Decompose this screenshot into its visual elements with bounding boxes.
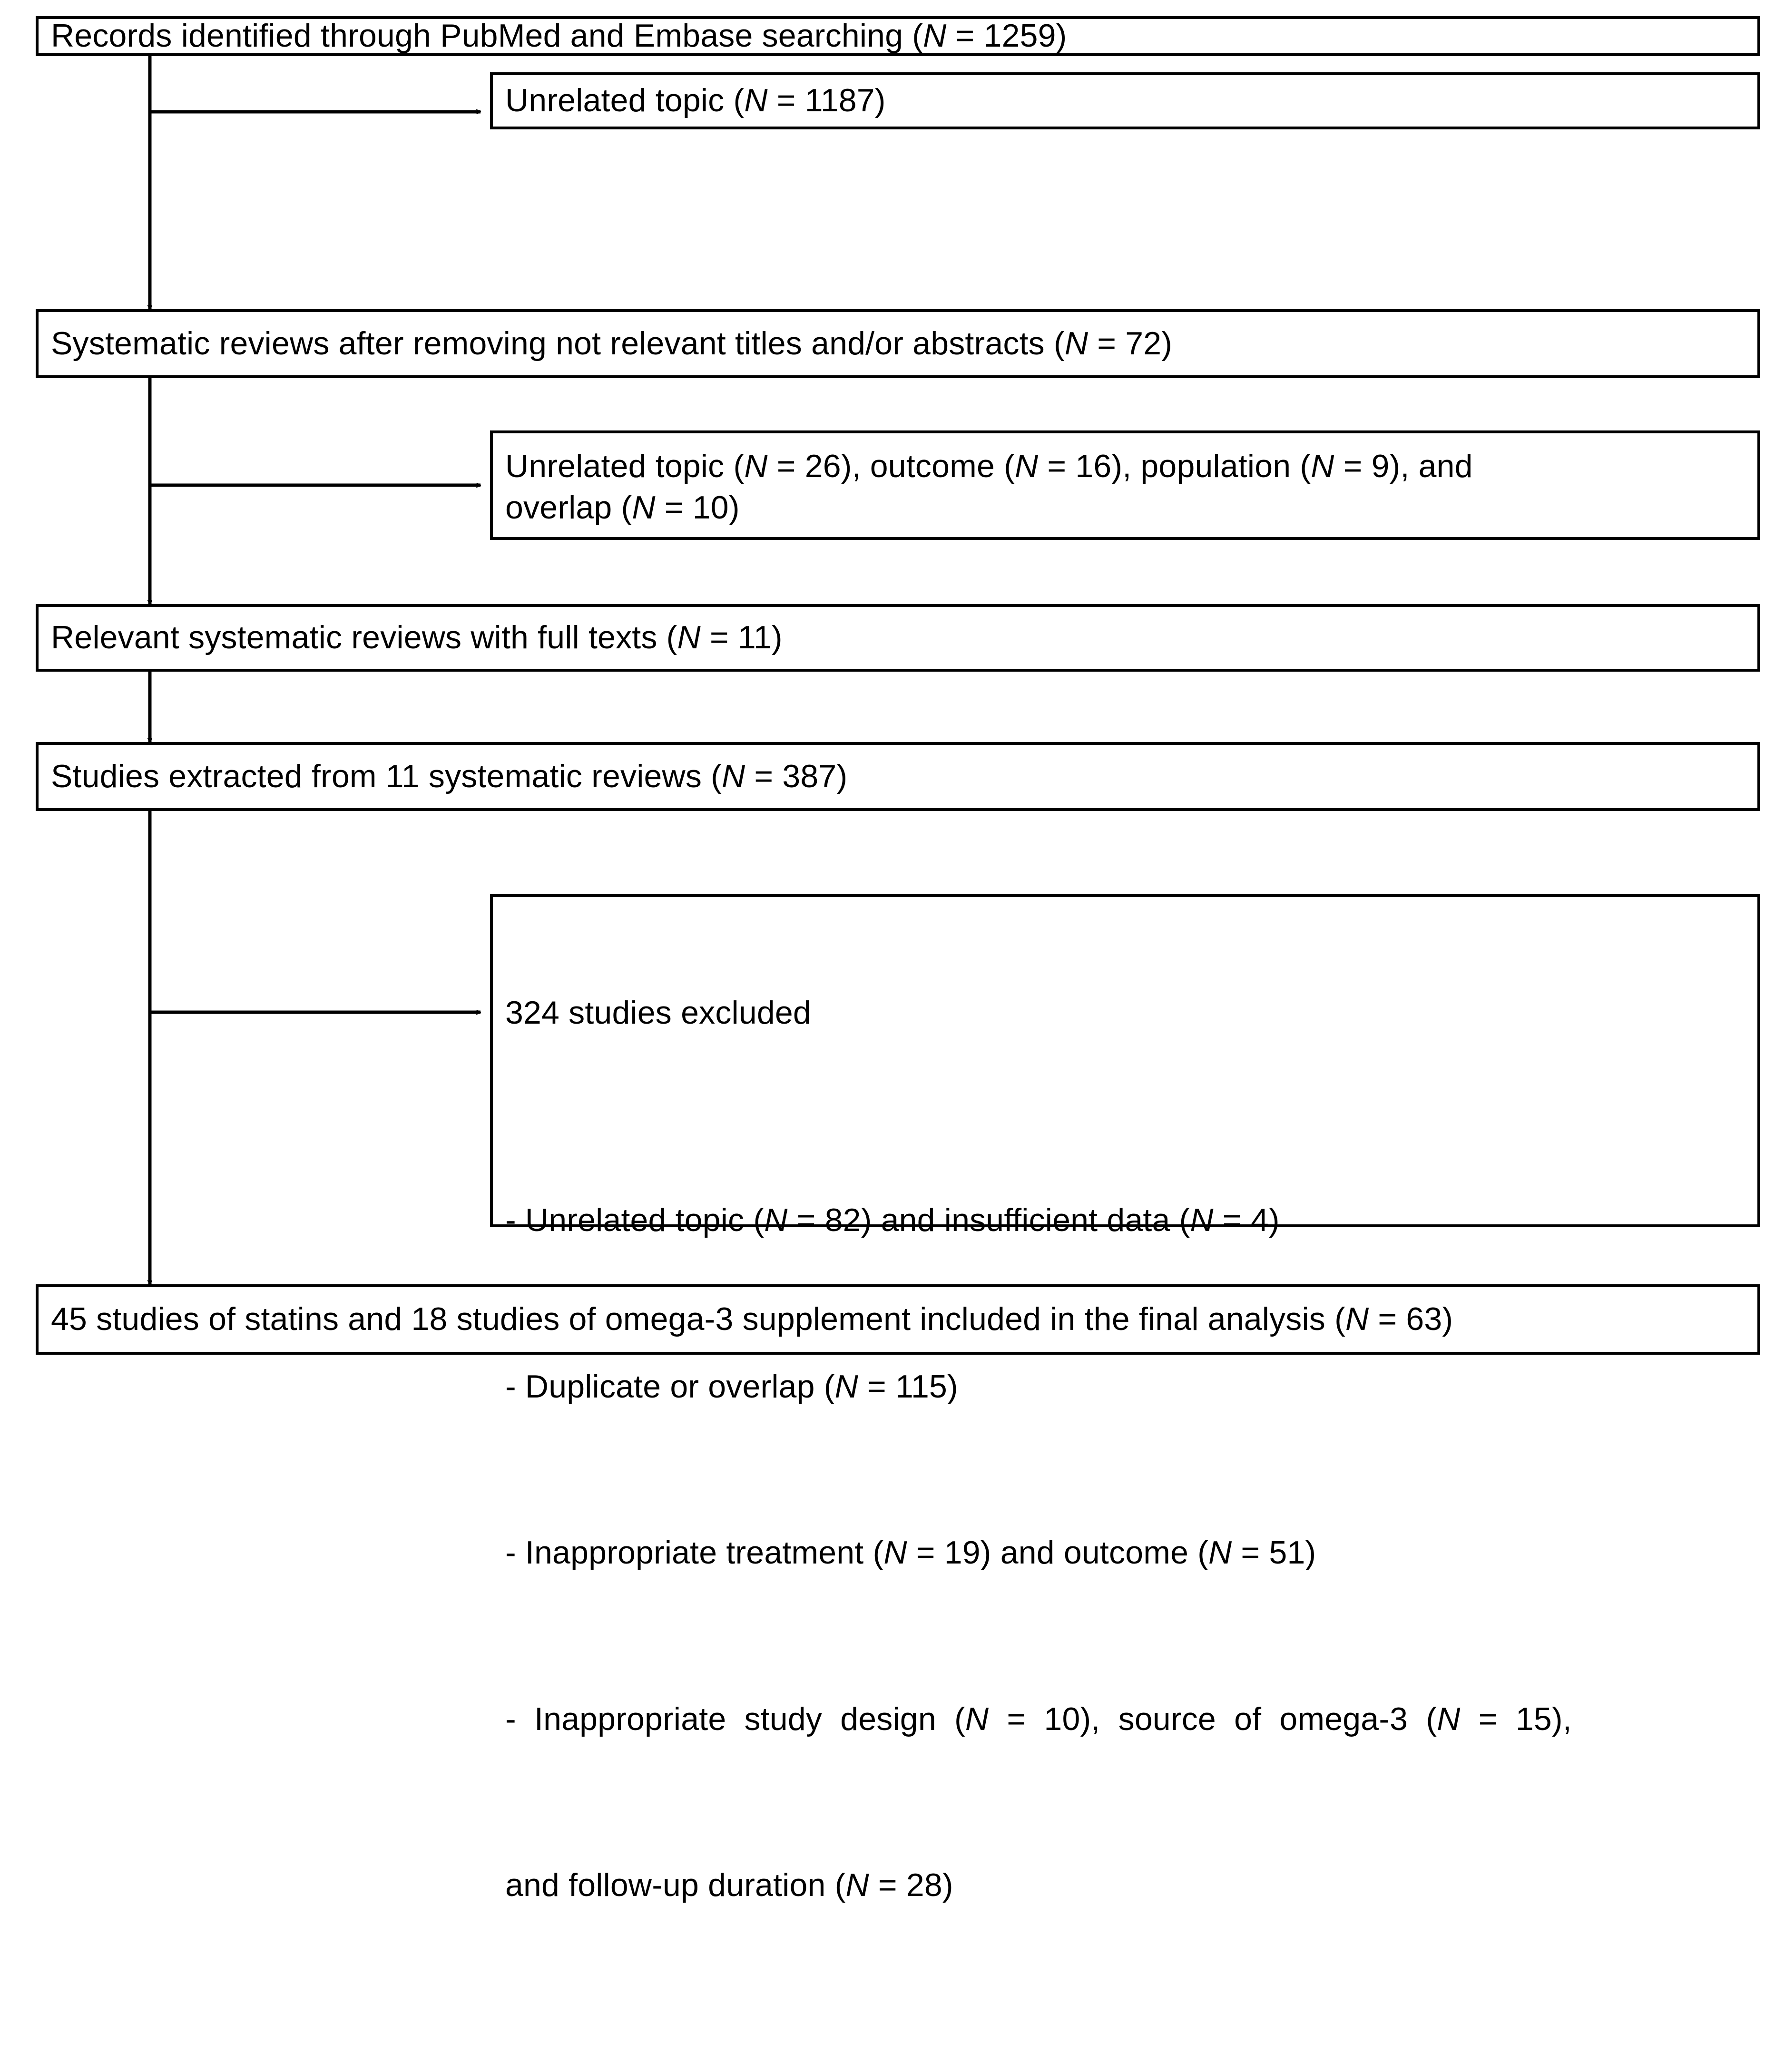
box-studies-excluded-body [493, 897, 1757, 2072]
box-final-included-studies [36, 1284, 1760, 1355]
box-studies-extracted-text: Studies extracted from 11 systematic reviews (N = 387) [51, 758, 848, 794]
n-symbol: N [1345, 1301, 1369, 1338]
n-symbol: N [744, 448, 768, 484]
n-symbol: N [1208, 1534, 1232, 1571]
studies-excluded-reason-list [505, 1116, 1745, 1989]
n-symbol: N [1014, 448, 1039, 484]
n-symbol: N [883, 1534, 907, 1571]
n-symbol: N [845, 1867, 869, 1904]
box-systematic-reviews-after-screening [36, 309, 1760, 378]
connector-extracted-to-final [150, 811, 481, 1284]
list-item: - Inappropriate study design (N = 10), source of omega-3 (N = 15), [505, 1701, 1572, 1737]
n-symbol: N [965, 1701, 989, 1737]
list-item: - Inappropriate treatment (N = 19) and outcome (N = 51) [505, 1534, 1316, 1571]
n-symbol: N [1437, 1701, 1461, 1737]
n-symbol: N [632, 489, 656, 526]
box-relevant-reviews-full-text [36, 604, 1760, 672]
box-relevant-reviews-full-text-text: Relevant systematic reviews with full texts (N = 11) [51, 619, 783, 656]
n-symbol: N [1311, 448, 1334, 484]
list-item: - Unrelated topic (N = 82) and insufficient data (N = 4) [505, 1202, 1280, 1239]
connector-identified-to-screening [150, 55, 481, 309]
list-item: - Duplicate or overlap (N = 115) [505, 1368, 958, 1405]
box-excluded-unrelated-topic-text: Unrelated topic (N = 1187) [505, 82, 886, 119]
n-symbol: N [923, 18, 947, 54]
box-studies-extracted [36, 742, 1760, 811]
n-symbol: N [744, 82, 768, 119]
n-symbol: N [834, 1368, 858, 1405]
connector-screening-to-fulltext [150, 378, 481, 604]
box-records-identified [36, 16, 1760, 56]
box-excluded-reviews [490, 430, 1760, 540]
n-symbol: N [1190, 1202, 1214, 1239]
n-symbol: N [721, 758, 745, 794]
box-excluded-unrelated-topic [490, 72, 1760, 129]
n-symbol: N [764, 1202, 788, 1239]
n-symbol: N [1064, 325, 1089, 362]
box-systematic-reviews-after-screening-text: Systematic reviews after removing not relevant titles and/or abstracts (N = 72) [51, 325, 1173, 362]
box-excluded-reviews-text: Unrelated topic (N = 26), outcome (N = 16), population (N = 9), and overlap (N = 10) [505, 448, 1473, 526]
studies-excluded-heading: 324 studies excluded [505, 995, 811, 1031]
n-symbol: N [677, 619, 701, 656]
box-final-included-studies-text: 45 studies of statins and 18 studies of omega-3 supplement included in the final analysis (N = 63) [51, 1301, 1453, 1338]
box-records-identified-text: Records identified through PubMed and Embase searching (N = 1259) [51, 18, 1067, 54]
list-item: and follow-up duration (N = 28) [505, 1867, 953, 1904]
